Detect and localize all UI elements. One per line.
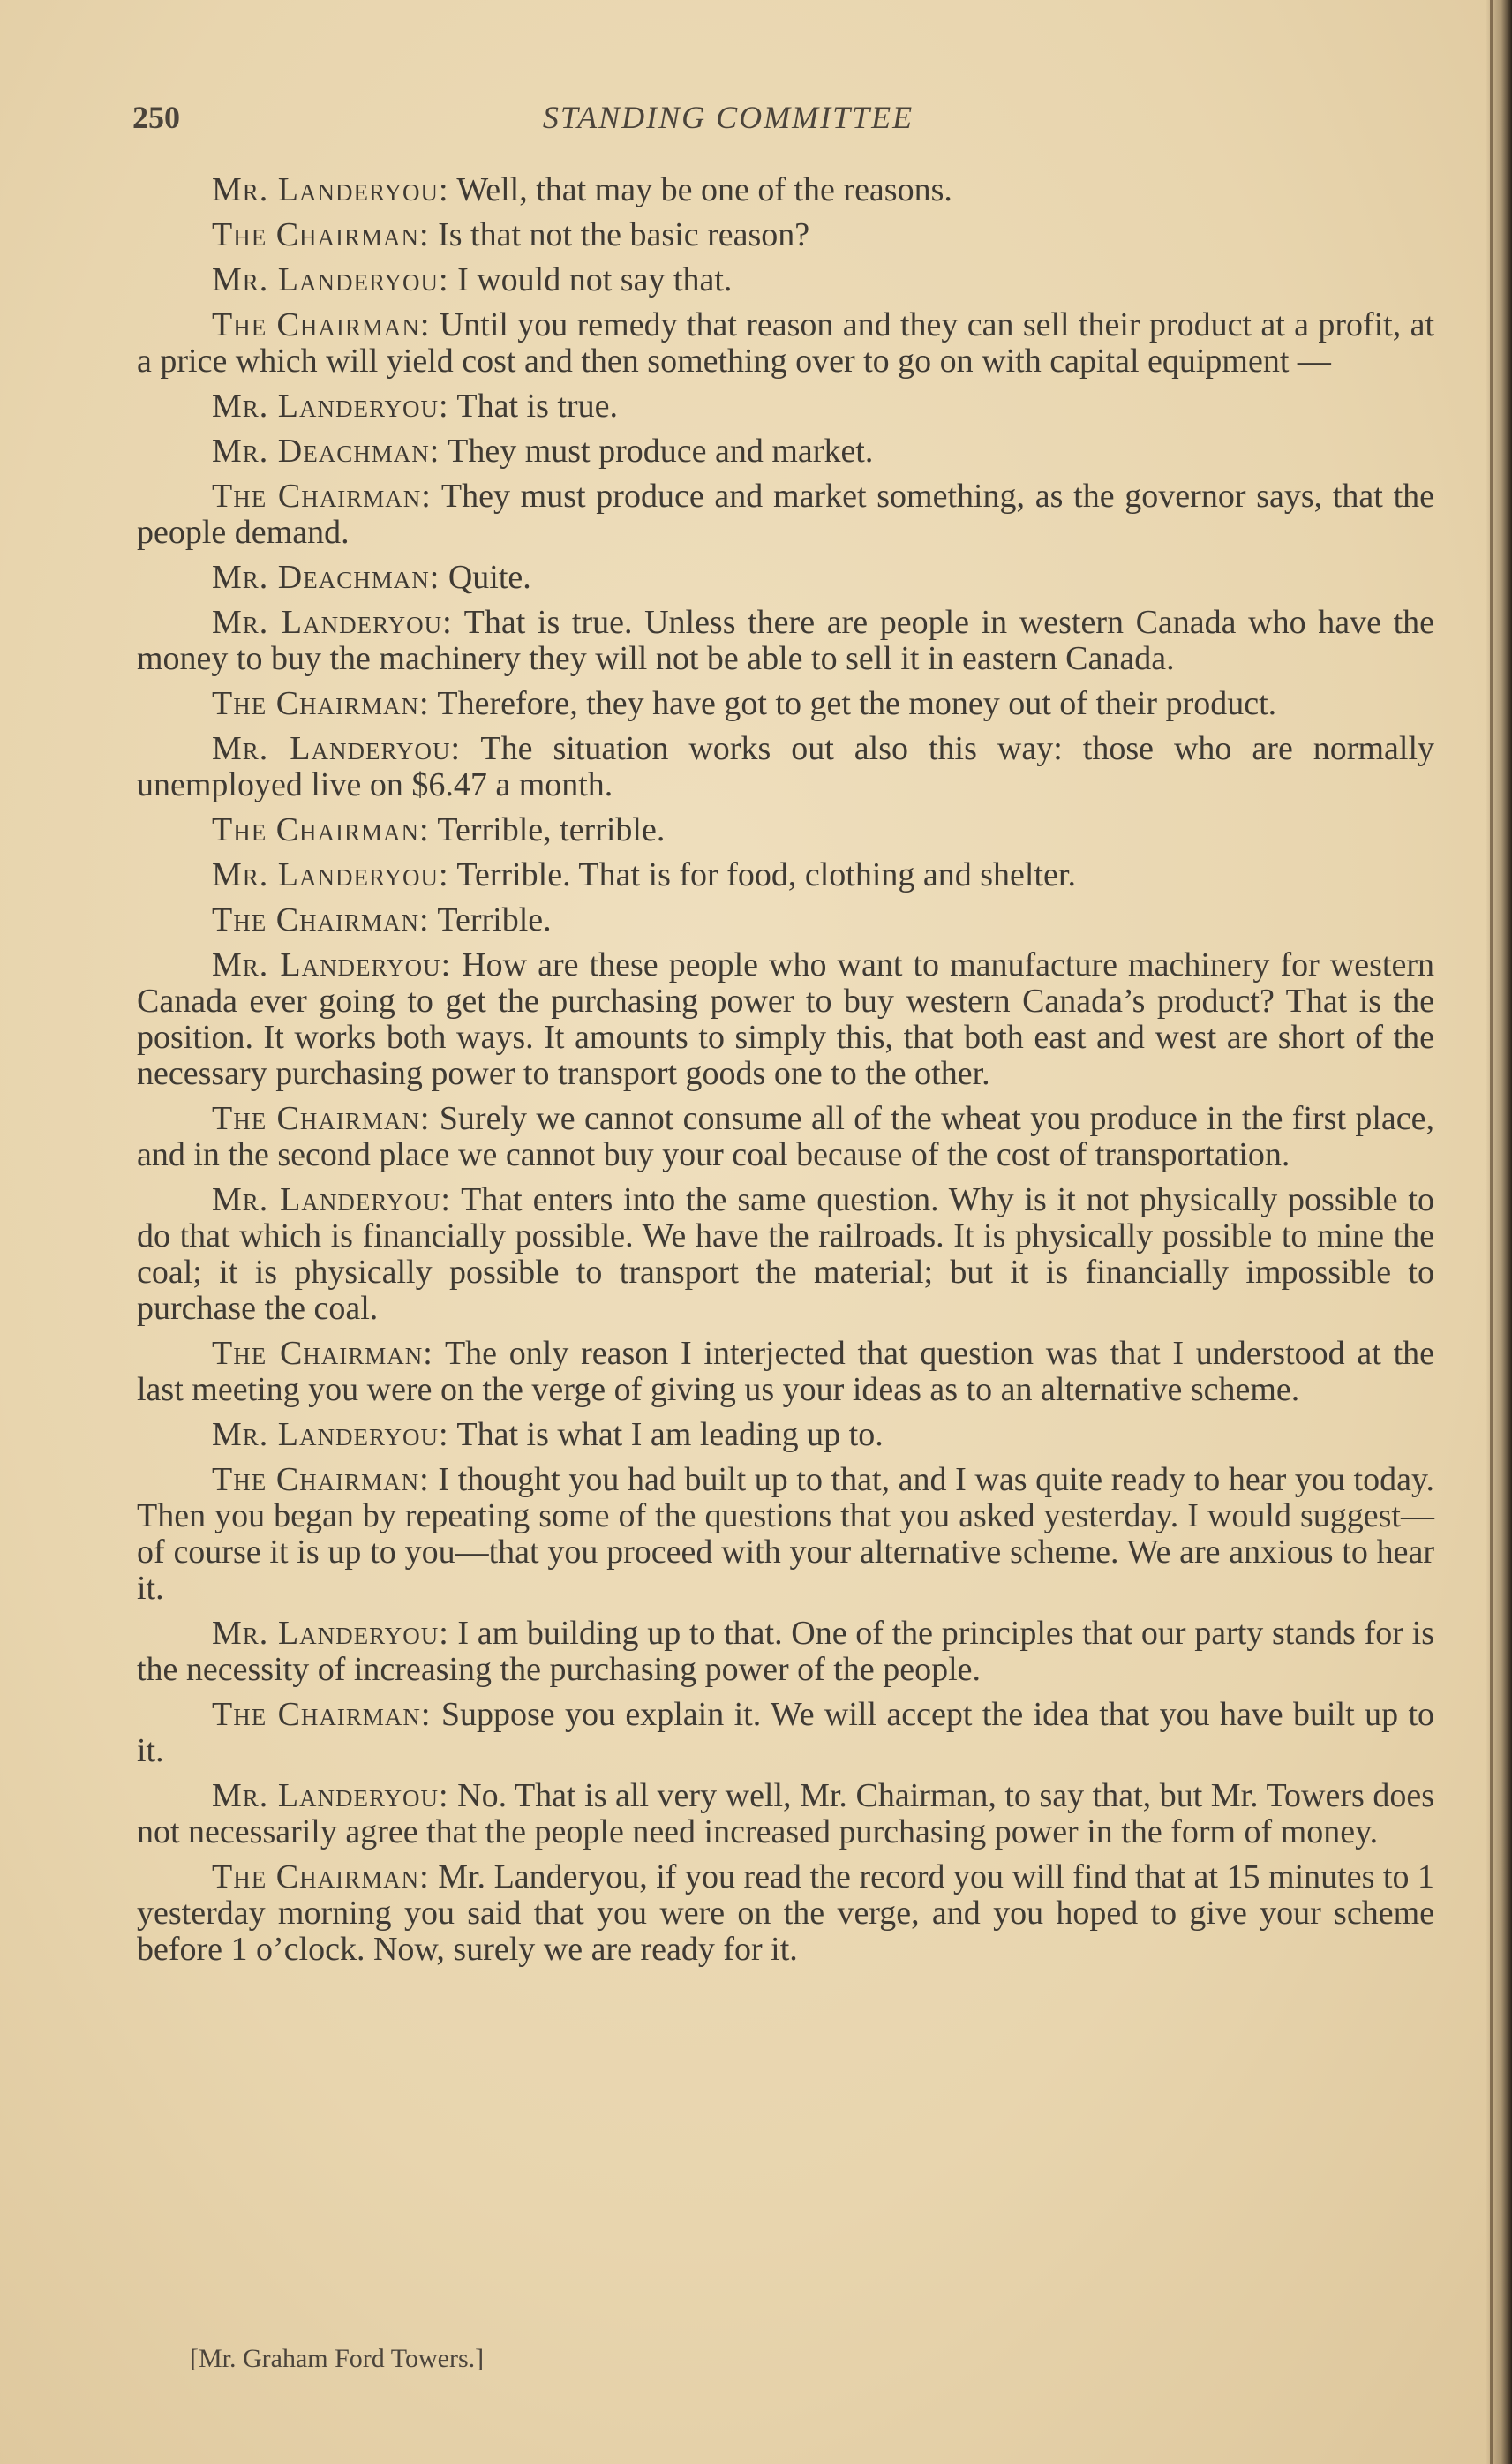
speech-text: Therefore, they have got to get the money out of their product. — [429, 685, 1277, 722]
speaker-name: The Chairman: — [212, 1858, 430, 1895]
transcript-paragraph — [137, 217, 1434, 253]
speech-text: Terrible. That is for food, clothing and shelter. — [448, 856, 1076, 893]
transcript-paragraph — [137, 686, 1434, 722]
speech-text: That is true. — [448, 388, 618, 425]
speaker-name: The Chairman: — [212, 216, 430, 253]
transcript-paragraph — [137, 172, 1434, 208]
speech-text: Terrible, terrible. — [429, 811, 666, 848]
speaker-name: The Chairman: — [212, 1696, 432, 1733]
speech-text: Quite. — [440, 559, 531, 596]
transcript-paragraph — [137, 605, 1434, 677]
speaker-name: Mr. Landeryou: — [212, 1615, 449, 1652]
running-head: STANDING COMMITTEE — [542, 100, 914, 135]
transcript-paragraph — [137, 262, 1434, 298]
speaker-name: Mr. Landeryou: — [212, 388, 449, 425]
speaker-name: The Chairman: — [212, 901, 430, 938]
speech-text: Suppose you explain it. We will accept the idea that you have built up to it. — [137, 1696, 1434, 1769]
speaker-name: The Chairman: — [212, 811, 430, 848]
transcript-paragraph — [137, 1616, 1434, 1688]
transcript-body — [137, 172, 1434, 1977]
speaker-name: Mr. Landeryou: — [212, 604, 453, 641]
speech-text: I am building up to that. One of the principles that our party stands for is the necessity of increasing the purchasing power of the people. — [137, 1615, 1434, 1688]
speaker-name: The Chairman: — [212, 1100, 431, 1137]
speaker-name: Mr. Landeryou: — [212, 1777, 449, 1814]
speaker-name: Mr. Landeryou: — [212, 261, 449, 298]
speaker-name: The Chairman: — [212, 1461, 430, 1498]
speaker-name: Mr. Landeryou: — [212, 730, 462, 767]
speech-text: Is that not the basic reason? — [429, 216, 810, 253]
speech-text: The only reason I interjected that question was that I understood at the last meeting you were on the verge of giving us your ideas as to an alternative scheme. — [137, 1335, 1435, 1408]
page-edge-line — [1490, 0, 1493, 2464]
speech-text: Well, that may be one of the reasons. — [448, 171, 952, 208]
speaker-name: The Chairman: — [212, 685, 430, 722]
transcript-paragraph — [137, 433, 1434, 470]
speech-text: They must produce and market something, as the governor says, that the people demand. — [137, 478, 1435, 551]
speech-text: That is what I am leading up to. — [448, 1416, 884, 1453]
transcript-paragraph — [137, 307, 1434, 380]
page-header — [132, 99, 1324, 143]
speech-text: How are these people who want to manufacture machinery for western Canada ever going to get the purchasing power to buy western Canada’s product? That is the position. It works both ways. It amounts to simply this, that both east and west are short of the necessary purchasing power to transport goods one to the other. — [137, 946, 1435, 1092]
speaker-name: The Chairman: — [212, 1335, 433, 1372]
speaker-name: Mr. Landeryou: — [212, 1181, 451, 1218]
speech-text: The situation works out also this way: those who are normally unemployed live on $6.47 a month. — [137, 730, 1434, 803]
transcript-paragraph — [137, 731, 1434, 803]
footnote: [Mr. Graham Ford Towers.] — [190, 2344, 485, 2373]
transcript-paragraph — [137, 1101, 1434, 1173]
transcript-paragraph — [137, 857, 1434, 893]
transcript-paragraph — [137, 388, 1434, 425]
transcript-paragraph — [137, 902, 1434, 938]
transcript-paragraph — [137, 1336, 1434, 1408]
speaker-name: Mr. Landeryou: — [212, 946, 452, 983]
speech-text: That is true. Unless there are people in western Canada who have the money to buy the machinery they will not be able to sell it in eastern Canada. — [137, 604, 1434, 677]
transcript-paragraph — [137, 1462, 1434, 1607]
speaker-name: The Chairman: — [212, 306, 431, 343]
speaker-name: Mr. Deachman: — [212, 433, 440, 470]
speech-text: I thought you had built up to that, and I was quite ready to hear you today. Then you began by repeating some of the questions that you asked yesterday. I would suggest—of course it is up to you—that you proceed with your alternative scheme. We are anxious to hear it. — [137, 1461, 1435, 1607]
speaker-name: Mr. Landeryou: — [212, 171, 449, 208]
speech-text: That enters into the same question. Why is it not physically possible to do that which is financially possible. We have the railroads. It is physically possible to mine the coal; it is physically possible to transport the material; but it is financially impossible to purchase the coal. — [137, 1181, 1434, 1327]
page-number: 250 — [132, 100, 180, 135]
transcript-paragraph — [137, 1182, 1434, 1327]
speech-text: Surely we cannot consume all of the wheat you produce in the first place, and in the second place we cannot buy your coal because of the cost of transportation. — [137, 1100, 1435, 1173]
speaker-name: The Chairman: — [212, 478, 432, 515]
speech-text: Terrible. — [429, 901, 552, 938]
transcript-paragraph — [137, 478, 1434, 551]
transcript-paragraph — [137, 1697, 1434, 1769]
speaker-name: Mr. Landeryou: — [212, 1416, 449, 1453]
transcript-paragraph — [137, 1859, 1434, 1968]
transcript-paragraph — [137, 1417, 1434, 1453]
speech-text: No. That is all very well, Mr. Chairman, to say that, but Mr. Towers does not necessarily agree that the people need increased purchasing power in the form of money. — [137, 1777, 1434, 1850]
transcript-paragraph — [137, 812, 1434, 848]
speaker-name: Mr. Landeryou: — [212, 856, 449, 893]
speech-text: They must produce and market. — [440, 433, 874, 470]
speech-text: I would not say that. — [448, 261, 733, 298]
transcript-paragraph — [137, 1778, 1434, 1850]
speech-text: Mr. Landeryou, if you read the record you will find that at 15 minutes to 1 yesterday morning you said that you were on the verge, and you hoped to give your scheme before 1 o’clock. Now, surely we are ready for it. — [137, 1858, 1435, 1968]
speech-text: Until you remedy that reason and they can sell their product at a profit, at a price which will yield cost and then something over to go on with capital equipment — — [137, 306, 1435, 380]
transcript-paragraph — [137, 947, 1434, 1092]
speaker-name: Mr. Deachman: — [212, 559, 440, 596]
transcript-paragraph — [137, 560, 1434, 596]
